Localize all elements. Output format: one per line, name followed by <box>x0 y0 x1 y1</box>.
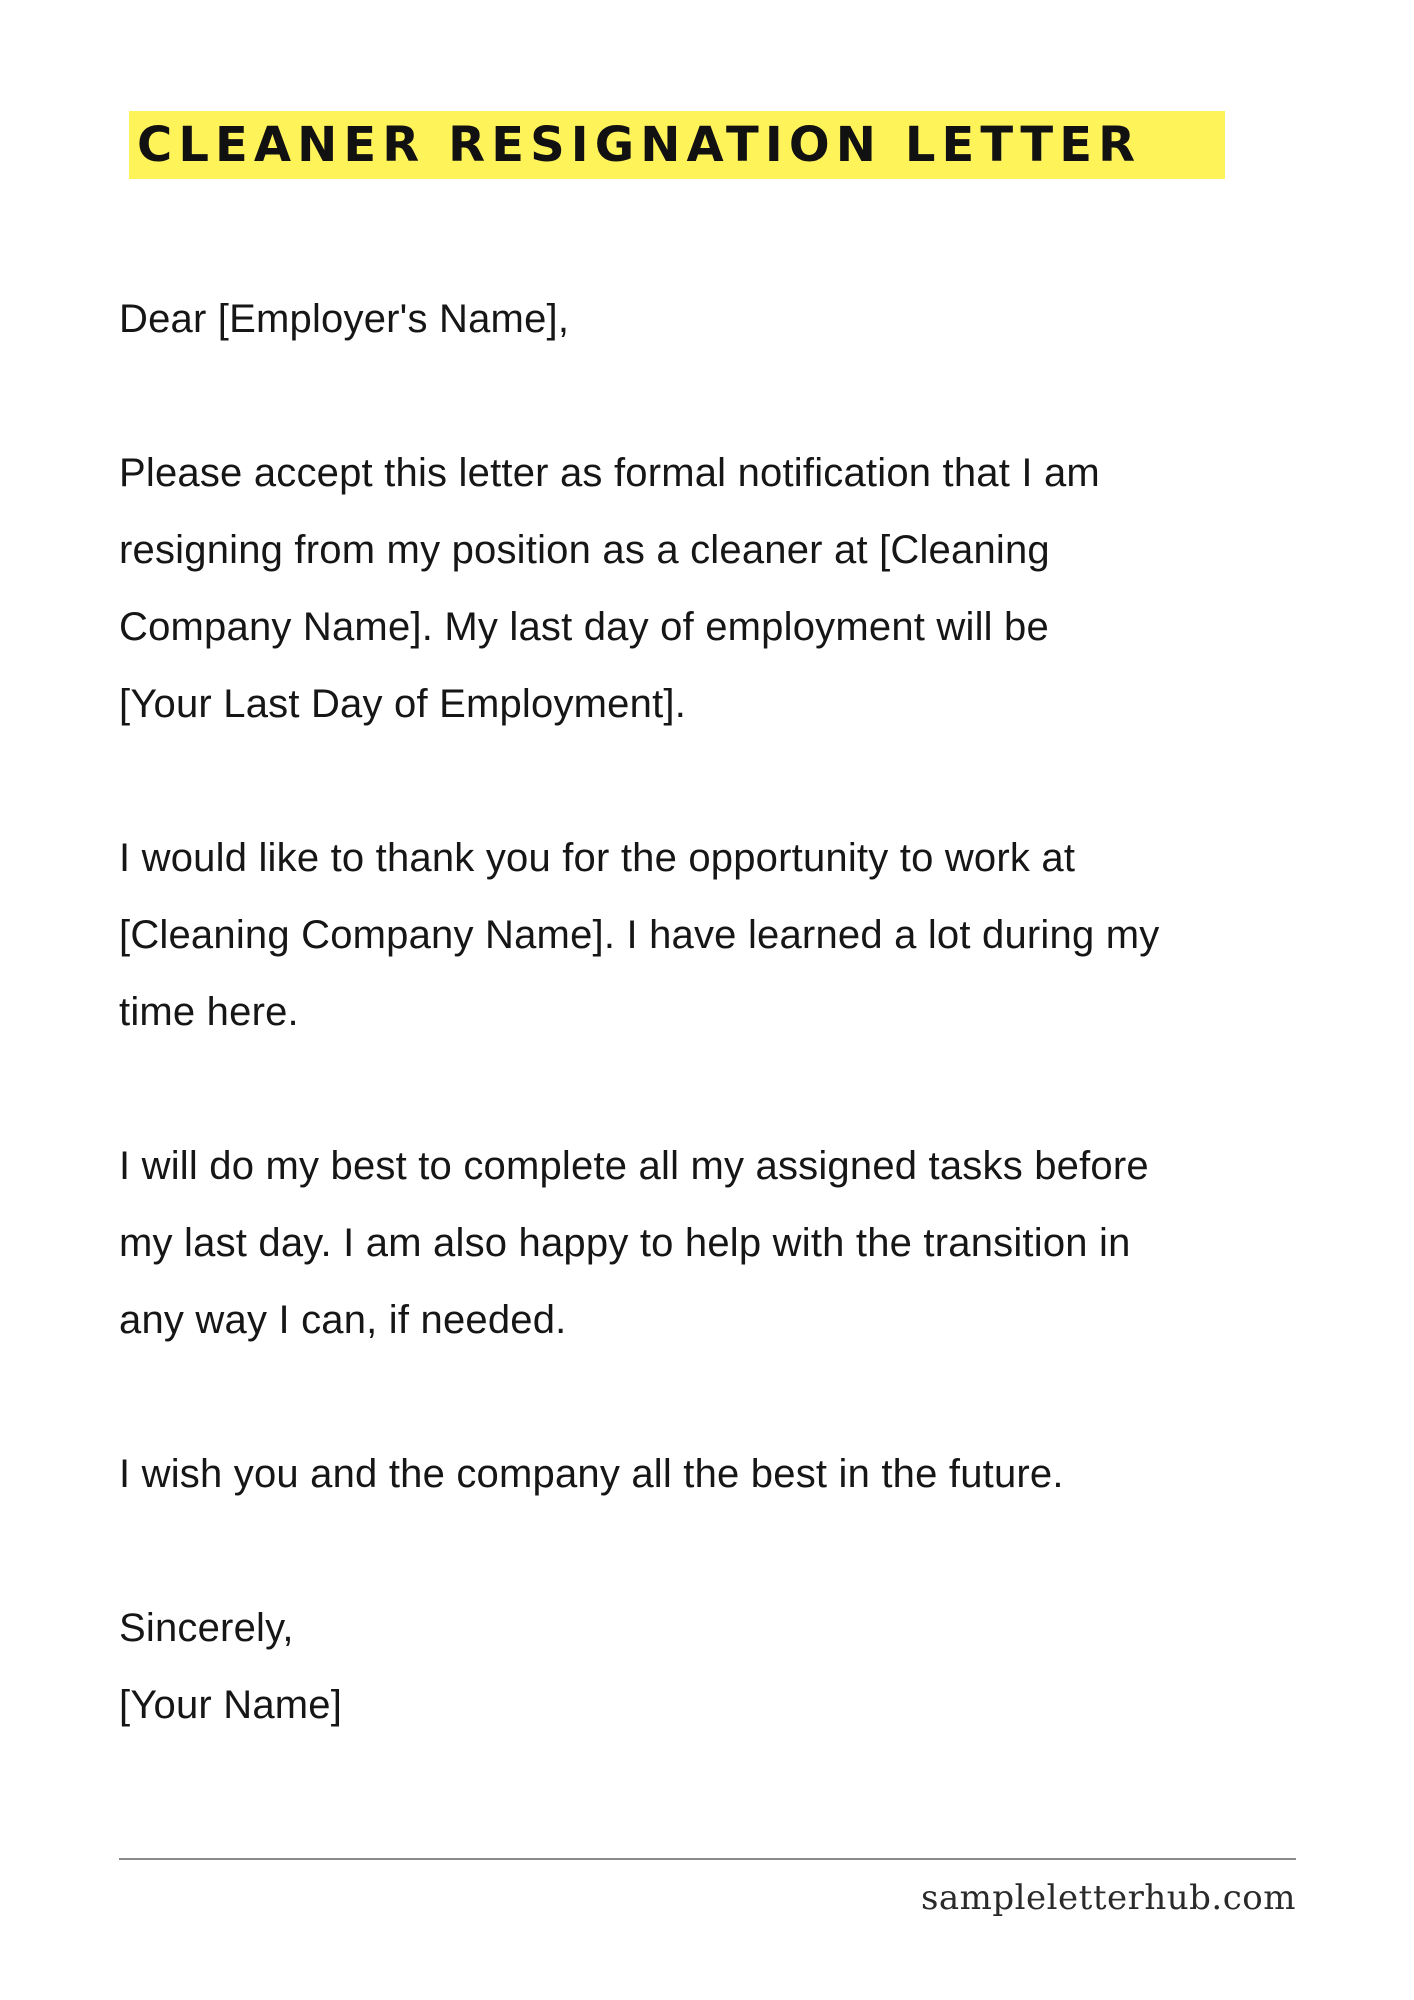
paragraph-line: resigning from my position as a cleaner at [Cleaning <box>119 528 1050 572</box>
paragraph-line: [Your Last Day of Employment]. <box>119 682 687 726</box>
paragraph-notification <box>119 435 1379 743</box>
signature: [Your Name] <box>119 1683 343 1727</box>
paragraph-spacer <box>119 358 1379 435</box>
paragraph-line: any way I can, if needed. <box>119 1298 567 1342</box>
paragraph-spacer <box>119 1359 1379 1436</box>
paragraph-line: I wish you and the company all the best in the future. <box>119 1452 1064 1496</box>
paragraph-line: I will do my best to complete all my assigned tasks before <box>119 1144 1149 1188</box>
website-link[interactable]: sampleletterhub.com <box>920 1878 1296 1918</box>
letter-body <box>119 281 1379 1744</box>
paragraph-line: my last day. I am also happy to help with the transition in <box>119 1221 1131 1265</box>
paragraph-wishes <box>119 1436 1379 1513</box>
salutation: Dear [Employer's Name], <box>119 297 570 341</box>
paragraph-line: time here. <box>119 990 299 1034</box>
paragraph-line: I would like to thank you for the opportunity to work at <box>119 836 1076 880</box>
paragraph-spacer <box>119 743 1379 820</box>
closing: Sincerely, <box>119 1606 294 1650</box>
paragraph-line: Please accept this letter as formal notification that I am <box>119 451 1100 495</box>
footer-divider <box>119 1858 1296 1860</box>
paragraph-spacer <box>119 1051 1379 1128</box>
paragraph-transition <box>119 1128 1379 1359</box>
page-title: CLEANER RESIGNATION LETTER <box>137 117 1142 173</box>
paragraph-line: [Cleaning Company Name]. I have learned a lot during my <box>119 913 1160 957</box>
paragraph-spacer <box>119 1513 1379 1590</box>
paragraph-thanks <box>119 820 1379 1051</box>
paragraph-line: Company Name]. My last day of employment will be <box>119 605 1049 649</box>
